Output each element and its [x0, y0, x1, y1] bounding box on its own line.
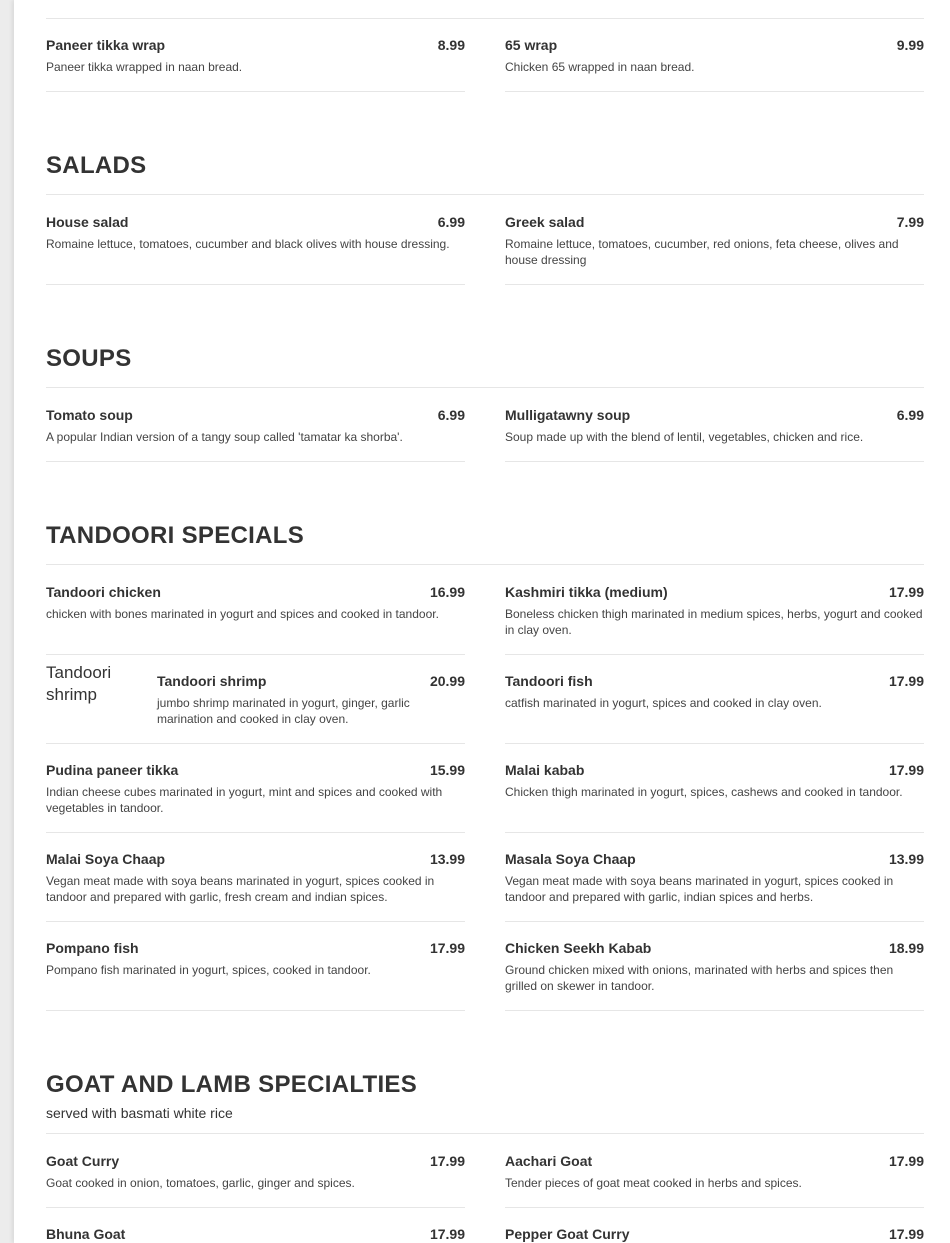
item-name: Greek salad	[505, 214, 585, 230]
item-name: Paneer tikka wrap	[46, 37, 166, 53]
section-divider	[46, 194, 924, 195]
item-description: Indian cheese cubes marinated in yogurt, mint and spices and cooked with vegetables in tandoor.	[46, 785, 443, 815]
item-divider	[46, 654, 465, 655]
item-divider	[46, 832, 465, 833]
item-price: 9.99	[896, 37, 924, 53]
item-divider	[46, 284, 465, 285]
item-description: Boneless chicken thigh marinated in medium spices, herbs, yogurt and cooked in clay oven.	[505, 607, 923, 637]
item-description: Vegan meat made with soya beans marinated in yogurt, spices cooked in tandoor and prepared with garlic, fresh cream and indian spices.	[46, 874, 435, 904]
item-price: 6.99	[896, 407, 924, 423]
item-divider	[505, 91, 924, 92]
item-name: Goat Curry	[46, 1153, 120, 1169]
item-description: catfish marinated in yogurt, spices and cooked in clay oven.	[505, 696, 822, 710]
item-description: chicken with bones marinated in yogurt and spices and cooked in tandoor.	[46, 607, 439, 621]
item-description: Vegan meat made with soya beans marinated in yogurt, spices cooked in tandoor and prepared with garlic, indian spices and herbs.	[505, 874, 894, 904]
item-price: 16.99	[429, 584, 465, 600]
item-description: Pompano fish marinated in yogurt, spices, cooked in tandoor.	[46, 963, 371, 977]
section-subtitle: served with basmati white rice	[46, 1105, 233, 1121]
item-name: 65 wrap	[505, 37, 558, 53]
item-description: Chicken 65 wrapped in naan bread.	[505, 60, 695, 74]
section-divider	[46, 1133, 924, 1134]
item-divider	[505, 1207, 924, 1208]
item-price: 6.99	[437, 407, 465, 423]
item-name: Tandoori shrimp	[157, 673, 267, 689]
item-description: A popular Indian version of a tangy soup called 'tamatar ka shorba'.	[46, 430, 403, 444]
item-description: Paneer tikka wrapped in naan bread.	[46, 60, 243, 74]
item-name: Pudina paneer tikka	[46, 762, 179, 778]
item-price: 20.99	[429, 673, 465, 689]
item-price: 17.99	[429, 1153, 465, 1169]
item-price: 8.99	[437, 37, 465, 53]
item-name: Pompano fish	[46, 940, 139, 956]
item-price: 17.99	[429, 1226, 465, 1242]
section-divider	[46, 18, 924, 19]
item-price: 18.99	[888, 940, 924, 956]
item-description: Tender pieces of goat meat cooked in herbs and spices.	[505, 1176, 802, 1190]
item-name: Tomato soup	[46, 407, 133, 423]
section-title-goat-lamb: GOAT AND LAMB SPECIALTIES	[46, 1071, 418, 1098]
section-title-soups: SOUPS	[46, 345, 132, 372]
item-divider	[505, 654, 924, 655]
item-divider	[505, 743, 924, 744]
item-divider	[46, 921, 465, 922]
item-divider	[46, 1010, 465, 1011]
item-divider	[46, 91, 465, 92]
item-name: Aachari Goat	[505, 1153, 593, 1169]
item-price: 13.99	[429, 851, 465, 867]
item-name: Kashmiri tikka (medium)	[505, 584, 668, 600]
item-description: Soup made up with the blend of lentil, vegetables, chicken and rice.	[505, 430, 864, 444]
section-title-salads: SALADS	[46, 152, 147, 179]
item-divider	[505, 921, 924, 922]
item-name: Bhuna Goat	[46, 1226, 126, 1242]
item-divider	[46, 743, 465, 744]
section-title-tandoori-specials: TANDOORI SPECIALS	[46, 522, 305, 549]
item-price: 17.99	[888, 1153, 924, 1169]
item-price: 6.99	[437, 214, 465, 230]
item-name: House salad	[46, 214, 129, 230]
item-divider	[505, 284, 924, 285]
item-price: 17.99	[429, 940, 465, 956]
item-name: Mulligatawny soup	[505, 407, 631, 423]
item-price: 17.99	[888, 762, 924, 778]
item-name: Tandoori chicken	[46, 584, 161, 600]
item-divider	[46, 461, 465, 462]
item-description: jumbo shrimp marinated in yogurt, ginger, garlic marination and cooked in clay oven.	[157, 696, 410, 726]
item-description: Goat cooked in onion, tomatoes, garlic, ginger and spices.	[46, 1176, 355, 1190]
section-divider	[46, 564, 924, 565]
item-divider	[505, 461, 924, 462]
item-divider	[505, 1010, 924, 1011]
item-description: Ground chicken mixed with onions, marinated with herbs and spices then grilled on skewer in tandoor.	[505, 963, 894, 993]
item-description: Chicken thigh marinated in yogurt, spices, cashews and cooked in tandoor.	[505, 785, 903, 799]
item-name: Pepper Goat Curry	[505, 1226, 630, 1242]
item-name: Tandoori fish	[505, 673, 593, 689]
item-price: 17.99	[888, 1226, 924, 1242]
item-price: 17.99	[888, 584, 924, 600]
item-name: Chicken Seekh Kabab	[505, 940, 652, 956]
item-name: Malai kabab	[505, 762, 585, 778]
item-description: Romaine lettuce, tomatoes, cucumber and black olives with house dressing.	[46, 237, 450, 251]
section-divider	[46, 387, 924, 388]
item-image[interactable]: Tandoori shrimp	[46, 663, 112, 704]
item-name: Masala Soya Chaap	[505, 851, 636, 867]
item-price: 17.99	[888, 673, 924, 689]
item-divider	[46, 1207, 465, 1208]
item-price: 7.99	[896, 214, 924, 230]
item-price: 15.99	[429, 762, 465, 778]
item-name: Malai Soya Chaap	[46, 851, 166, 867]
item-description: Romaine lettuce, tomatoes, cucumber, red onions, feta cheese, olives and house dressing	[505, 237, 899, 267]
item-divider	[505, 832, 924, 833]
item-price: 13.99	[888, 851, 924, 867]
